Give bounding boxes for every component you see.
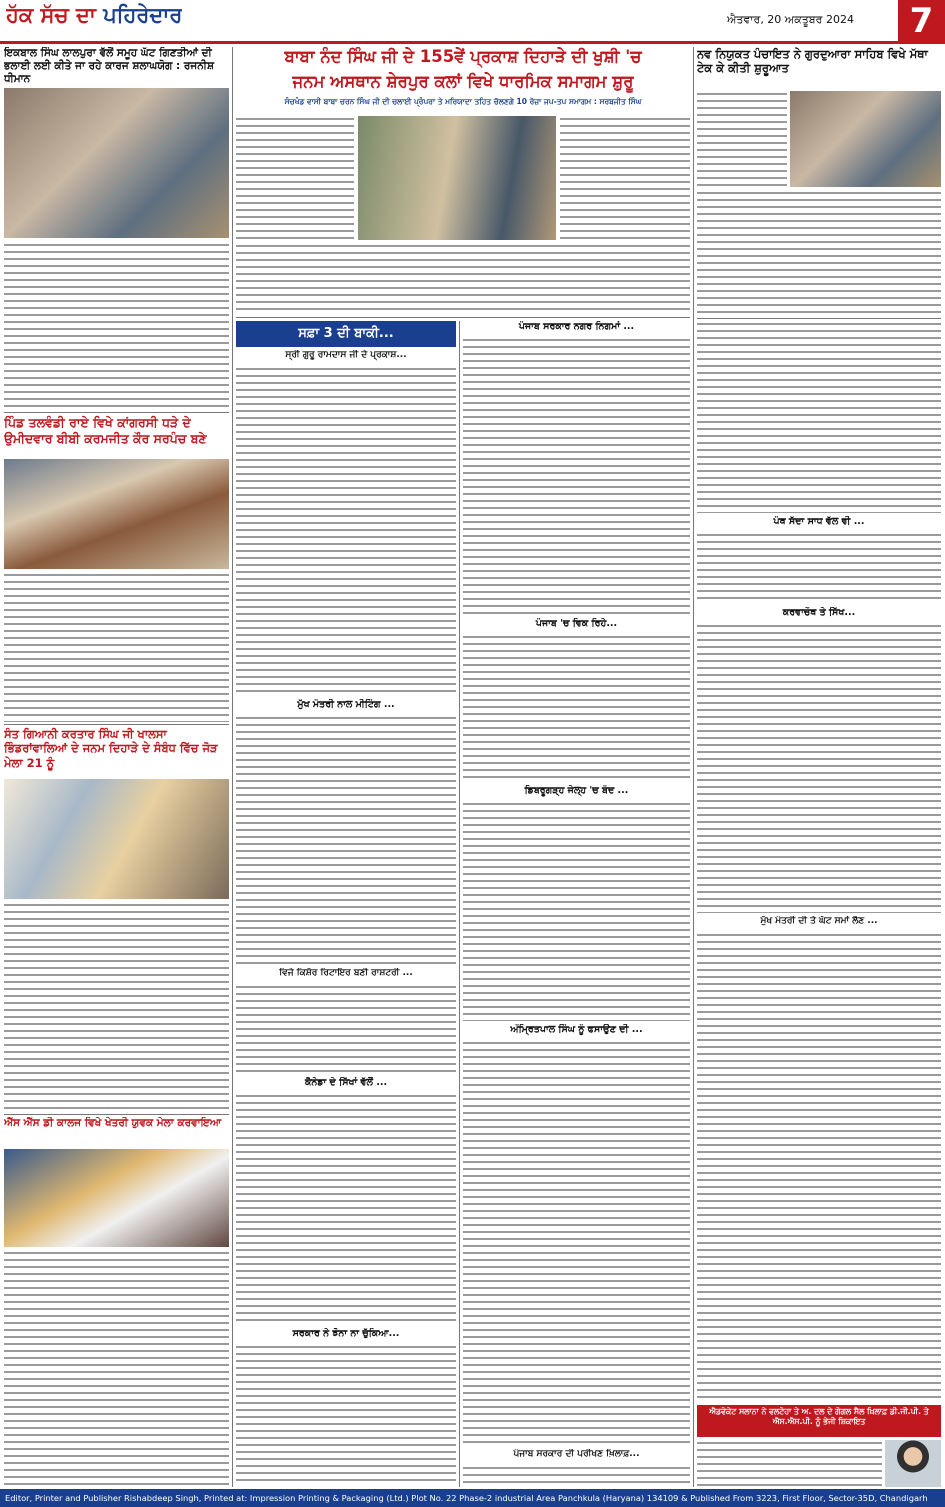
guru-ramdas-headline[interactable]: ਸ੍ਰੀ ਗੁਰੂ ਰਾਮਦਾਸ ਜੀ ਦੇ ਪ੍ਰਕਾਸ਼... <box>285 350 407 360</box>
lead-photo <box>358 116 556 240</box>
lead-headline-line-1[interactable]: ਬਾਬਾ ਨੰਦ ਸਿੰਘ ਜੀ ਦੇ 155ਵੇਂ ਪ੍ਰਕਾਸ਼ ਦਿਹਾੜੇ ਦੀ ਖੁਸ਼ੀ 'ਚ <box>284 47 642 66</box>
publisher-footer: Editor, Printer and Publisher Rishabdeep Singh, Printed at: Impression Printing & Packaging (Ltd.) Plot No. 22 Phase-2 industrial Area Panchkula (Haryana) 134109 & Published From 3223, First Floor, Sector-35D, Chandigarh <box>0 1489 945 1507</box>
logo-title-a: ਹੱਕ ਸੱਚ ਦਾ <box>6 2 96 27</box>
lead-body-col-2 <box>560 116 690 240</box>
column-rule <box>232 47 233 1487</box>
column-rule <box>693 47 694 1487</box>
divider <box>236 317 690 318</box>
col5-article-1-body-left <box>697 91 787 187</box>
mukh-mantri-samaa-body <box>697 932 941 1402</box>
karvachauth-body <box>697 623 941 913</box>
canada-sikhs-body <box>236 1093 456 1325</box>
akali-complaint-box-title[interactable]: ਐਡਵੋਕੇਟ ਸਲਾਨਾ ਨੇ ਵਲਟੋਹਾ ਤੇ ਅ. ਦਲ ਦੇ ਗੋਗਲ ਸੈਲ ਖ਼ਿਲਾਫ਼ ਡੀ.ਜੀ.ਪੀ. ਤੇ ਐਸ.ਐਸ.ਪੀ. ਨੂੰ ਭੇਜੀ ਸ਼ਿਕਾਇਤ <box>697 1405 941 1437</box>
lead-subline: ਸੰਚਖੰਡ ਵਾਸੀ ਬਾਬਾ ਚਰਨ ਸਿੰਘ ਜੀ ਦੀ ਚਲਾਈ ਪ੍ਰੰਪਰਾ ਤੇ ਮਰਿਯਾਦਾ ਤਹਿਤ ਚੱਲਣਗੇ 10 ਰੋਜ਼ਾ ਜਪ-ਤਪ ਸਮਾਗਮ : ਸਰਬਜੀਤ ਸਿੰਘ <box>284 97 642 106</box>
masthead <box>0 0 945 44</box>
col1-headline-3[interactable]: ਸੰਤ ਗਿਆਨੀ ਕਰਤਾਰ ਸਿੰਘ ਜੀ ਖਾਲਸਾ ਭਿੰਡਰਾਂਵਾਲਿਆਂ ਦੇ ਜਨਮ ਦਿਹਾੜੇ ਦੇ ਸੰਬੰਧ ਵਿੱਚ ਜੋੜ ਮੇਲਾ 21 ਨੂੰ <box>4 727 218 770</box>
col1-photo-2 <box>4 459 229 569</box>
mukh-mantri-samaa-headline[interactable]: ਮੁੱਖ ਮੰਤਰੀ ਦੀ ਤੇ ਘੱਟ ਸਮਾਂ ਲੈਣ ... <box>760 916 878 926</box>
lead-body-col-1 <box>236 116 354 240</box>
col1-headline-1[interactable]: ਇਕਬਾਲ ਸਿੰਘ ਲਾਲਪੁਰਾ ਵੱਲੋਂ ਸਮੂਹ ਘੱਟ ਗਿਣਤੀਆਂ ਦੀ ਭਲਾਈ ਲਈ ਕੀਤੇ ਜਾ ਰਹੇ ਕਾਰਜ ਸ਼ਲਾਘਯੋਗ : ਰਜਨੀਸ਼ ਧੀਮਾਨ <box>4 47 214 86</box>
col5-headline-1[interactable]: ਨਵ ਨਿਯੁਕਤ ਪੰਚਾਇਤ ਨੇ ਗੁਰਦੁਆਰਾ ਸਾਹਿਬ ਵਿਖੇ ਮੱਥਾ ਟੇਕ ਕੇ ਕੀਤੀ ਸ਼ੁਰੂਆਤ <box>697 47 928 76</box>
akali-complaint-body <box>697 1440 882 1487</box>
pariksha-headline[interactable]: ਪੰਜਾਬ ਸਰਕਾਰ ਦੀ ਪਰੀਖਣ ਖ਼ਿਲਾਫ਼... <box>513 1449 640 1459</box>
nagar-nigam-headline[interactable]: ਪੰਜਾਬ ਸਰਕਾਰ ਨਗਰ ਨਿਗਮਾਂ ... <box>518 321 635 332</box>
mukh-mantri-meeting-body <box>236 715 456 965</box>
divider <box>4 1114 229 1115</box>
divider <box>4 412 229 413</box>
col5-continued-body <box>697 321 941 513</box>
advocate-portrait-photo <box>885 1440 941 1487</box>
dibrugarh-jail-headline[interactable]: ਡਿਬਰੂਗੜ੍ਹ ਜੇਲ੍ਹ 'ਚ ਬੰਦ ... <box>524 785 629 796</box>
canada-sikhs-headline[interactable]: ਕੈਨੇਡਾ ਦੇ ਸਿੱਖਾਂ ਵੱਲੋਂ ... <box>304 1077 388 1088</box>
vik-rahe-body <box>463 634 690 782</box>
column-rule <box>459 321 460 1487</box>
lead-body-bottom <box>236 243 690 315</box>
sarkar-jhona-headline[interactable]: ਸਰਕਾਰ ਨੇ ਝੋਨਾ ਨਾ ਚੁੱਕਿਆ... <box>292 1328 400 1339</box>
amritpal-headline[interactable]: ਅੰਮ੍ਰਿਤਪਾਲ ਸਿੰਘ ਨੂੰ ਫਸਾਉਣ ਦੀ ... <box>510 1024 643 1035</box>
col1-photo-3 <box>4 779 229 899</box>
guru-ramdas-body <box>236 366 456 696</box>
karvachauth-headline[interactable]: ਕਰਵਾਚੌਥ ਤੇ ਸਿੱਖ... <box>782 607 856 618</box>
col1-article-1-body <box>4 242 229 410</box>
amritpal-body <box>463 1040 690 1446</box>
dibrugarh-jail-body <box>463 801 690 1021</box>
issue-date: ਐਤਵਾਰ, 20 ਅਕਤੂਬਰ 2024 <box>727 13 854 26</box>
col1-photo-4 <box>4 1149 229 1247</box>
masthead-logo[interactable] <box>6 2 182 28</box>
sarkar-jhona-body <box>236 1344 456 1486</box>
nagar-nigam-body <box>463 337 690 615</box>
col1-headline-2[interactable]: ਪਿੰਡ ਤਲਵੰਡੀ ਰਾਏ ਵਿਖੇ ਕਾਂਗਰਸੀ ਧੜੇ ਦੇ ਉਮੀਦਵਾਰ ਬੀਬੀ ਕਰਮਜੀਤ ਕੌਰ ਸਰਪੰਚ ਬਣੇ <box>4 415 207 446</box>
vije-kishore-headline[interactable]: ਵਿਜੇ ਕਿਸ਼ੋਰ ਰਿਟਾਇਰ ਬਣੀ ਰਾਸ਼ਟਰੀ ... <box>279 968 413 978</box>
col1-article-3-body <box>4 902 229 1112</box>
panth-sadda-body <box>697 532 941 604</box>
divider <box>4 724 229 725</box>
col1-article-2-body <box>4 572 229 722</box>
logo-title-b: ਪਹਿਰੇਦਾਰ <box>103 2 183 27</box>
lead-headline-line-2[interactable]: ਜਨਮ ਅਸਥਾਨ ਸ਼ੇਰਪੁਰ ਕਲਾਂ ਵਿਖੇ ਧਾਰਮਿਕ ਸਮਾਗਮ ਸ਼ੁਰੂ <box>292 72 634 91</box>
col5-article-1-body <box>697 190 941 316</box>
pariksha-body <box>463 1465 690 1486</box>
vik-rahe-headline[interactable]: ਪੰਜਾਬ 'ਚ ਵਿਕ ਰਿਹੇ... <box>535 618 618 629</box>
continued-box-title: ਸਫ਼ਾ 3 ਦੀ ਬਾਕੀ... <box>236 321 456 347</box>
page-number: 7 <box>898 0 945 42</box>
col5-photo-1 <box>790 91 941 187</box>
divider <box>697 318 941 319</box>
col1-article-4-body <box>4 1250 229 1486</box>
mukh-mantri-meeting-headline[interactable]: ਮੁੱਖ ਮੰਤਰੀ ਨਾਲ ਮੀਟਿੰਗ ... <box>297 699 395 710</box>
col1-headline-4[interactable]: ਐੱਸ ਐੱਸ ਡੀ ਕਾਲਜ ਵਿਖੇ ਖੇਤਰੀ ਯੁਵਕ ਮੇਲਾ ਕਰਵਾਇਆ <box>4 1117 222 1129</box>
panth-sadda-headline[interactable]: ਪੰਥ ਸੱਦਾ ਸਾਧ ਵੱਲ ਵੀ ... <box>773 516 865 527</box>
vije-kishore-body <box>236 984 456 1074</box>
col1-photo-1 <box>4 88 229 238</box>
